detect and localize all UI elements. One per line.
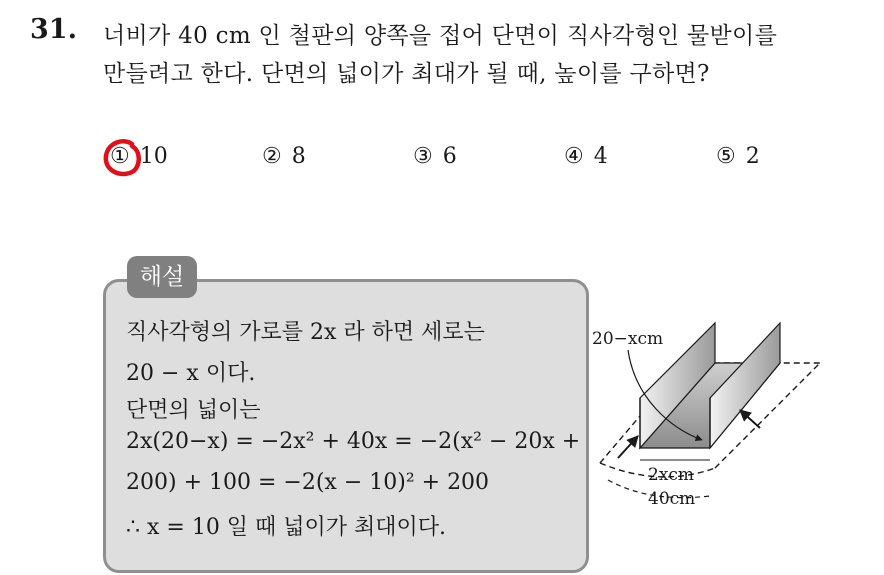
figure-label-total: 40cm <box>648 489 696 509</box>
solution-line-3: 단면의 넓이는 <box>126 398 261 423</box>
solution-line-5: 200) + 100 = −2(x − 10)² + 200 <box>126 470 490 495</box>
question-text-line-1: 너비가 40 cm 인 철판의 양쪽을 접어 단면이 직사각형인 물받이를 <box>103 23 778 49</box>
solution-line-2: 20 − x 이다. <box>126 361 256 386</box>
choice-5[interactable] <box>716 144 760 169</box>
question-text-line-2: 만들려고 한다. 단면의 넓이가 최대가 될 때, 높이를 구하면? <box>103 61 710 87</box>
choice-3-mark: ③ <box>413 144 433 169</box>
choice-3[interactable] <box>413 144 457 169</box>
choice-1[interactable] <box>110 144 168 169</box>
question-number: 31. <box>30 14 77 45</box>
choice-5-value: 2 <box>745 144 760 169</box>
choice-1-mark: ① <box>110 144 130 169</box>
solution-tab: 해설 <box>127 256 197 298</box>
choice-1-value: 10 <box>139 144 168 169</box>
choice-4[interactable] <box>564 144 608 169</box>
choice-2-value: 8 <box>291 144 306 169</box>
gutter-figure <box>590 318 830 518</box>
choice-2[interactable] <box>262 144 306 169</box>
choice-5-mark: ⑤ <box>716 144 736 169</box>
choice-4-mark: ④ <box>564 144 584 169</box>
solution-line-1: 직사각형의 가로를 2x 라 하면 세로는 <box>126 320 485 345</box>
choice-2-mark: ② <box>262 144 282 169</box>
choice-3-value: 6 <box>442 144 457 169</box>
figure-label-height: 20−xcm <box>592 329 664 349</box>
figure-label-width: 2xcm <box>648 465 695 485</box>
solution-line-4: 2x(20−x) = −2x² + 40x = −2(x² − 20x + <box>126 429 581 454</box>
solution-line-6: ∴ x = 10 일 때 넓이가 최대이다. <box>126 515 447 540</box>
choice-4-value: 4 <box>593 144 608 169</box>
